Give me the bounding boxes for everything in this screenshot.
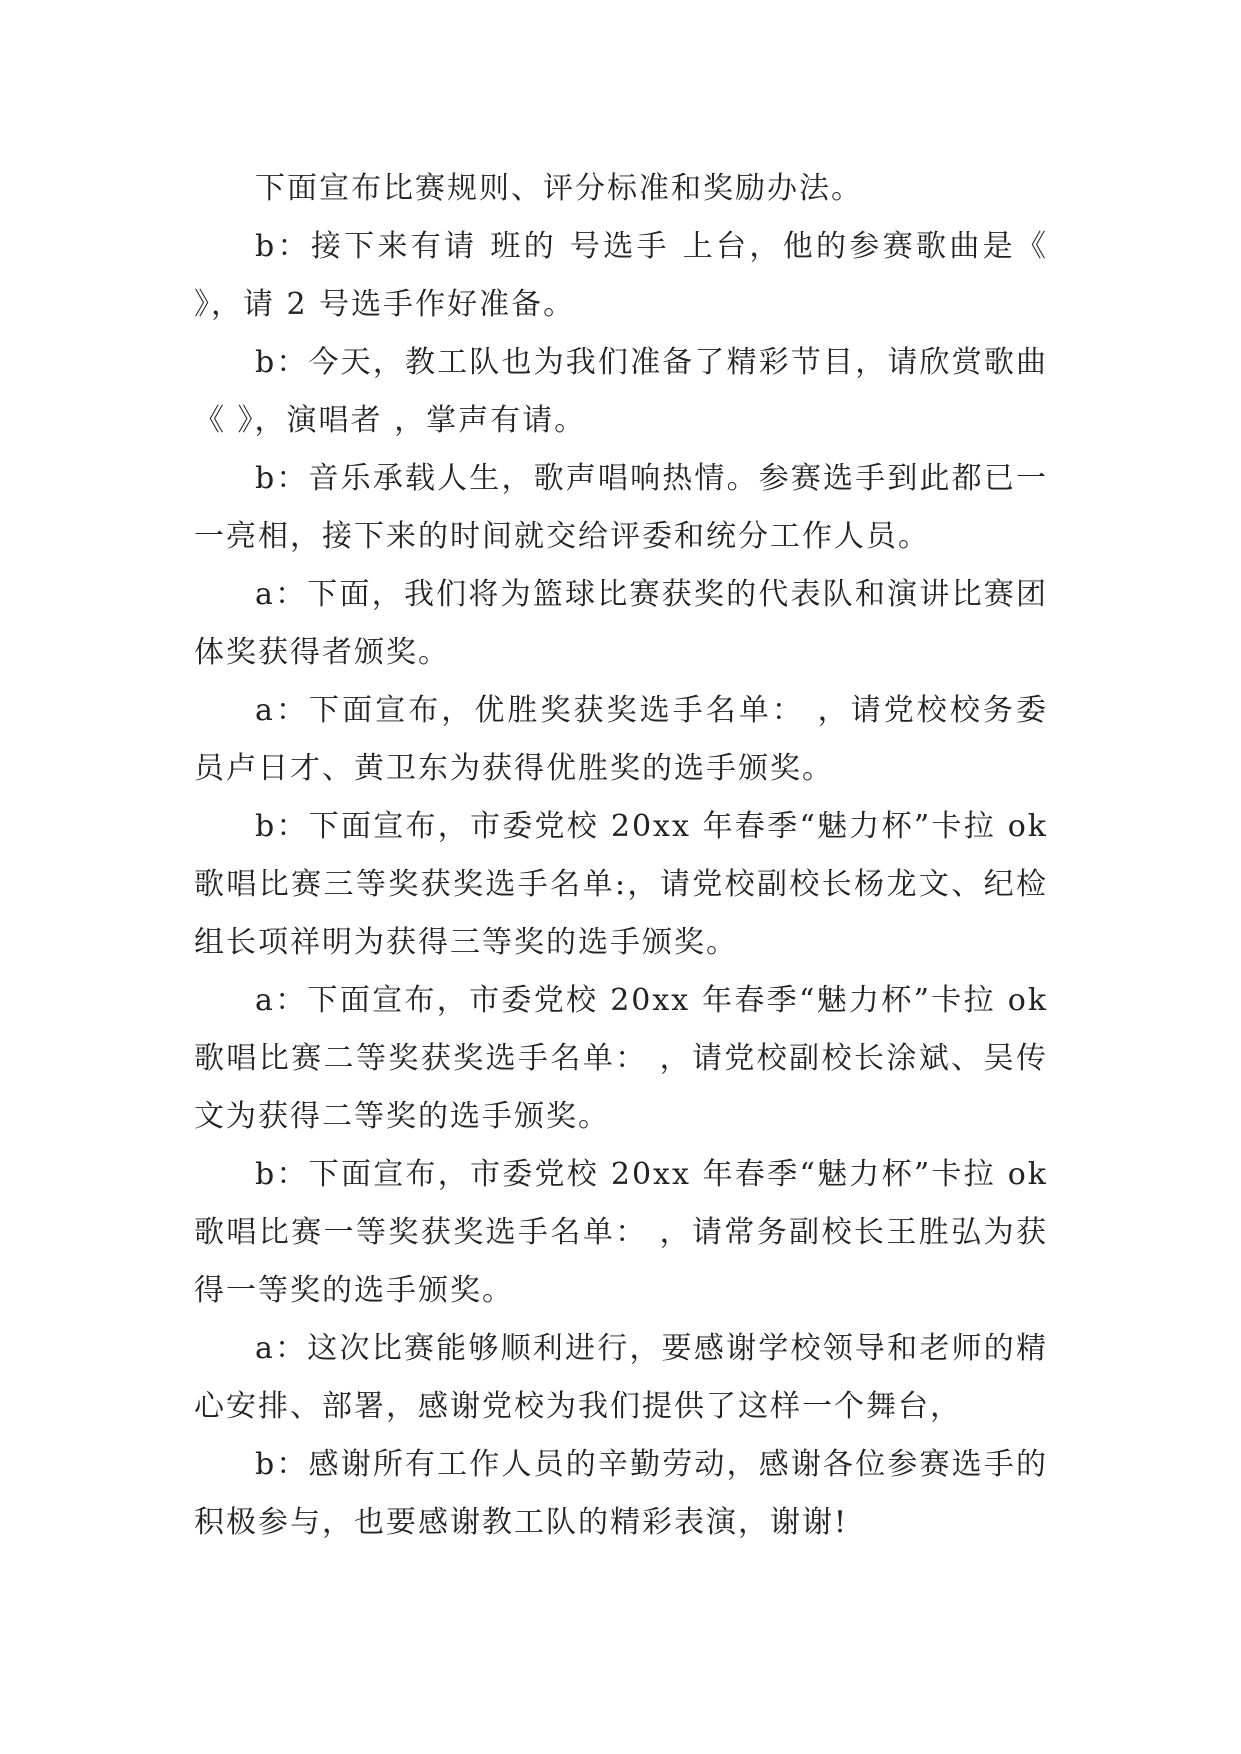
paragraph: b：接下来有请 班的 号选手 上台，他的参赛歌曲是《 》，请 2 号选手作好准备。 [194,229,1048,322]
paragraph: a：下面，我们将为篮球比赛获奖的代表队和演讲比赛团体奖获得者颁奖。 [194,577,1048,670]
document-body [194,160,1048,1552]
paragraph: b：感谢所有工作人员的辛勤劳动，感谢各位参赛选手的积极参与，也要感谢教工队的精彩表演，谢谢! [194,1447,1048,1540]
paragraph: a：下面宣布，市委党校 20xx 年春季“魅力杯”卡拉 ok 歌唱比赛二等奖获奖选手名单： ，请党校副校长涂斌、吴传文为获得二等奖的选手颁奖。 [194,983,1048,1134]
paragraph: b：音乐承载人生，歌声唱响热情。参赛选手到此都已一一亮相，接下来的时间就交给评委和统分工作人员。 [194,461,1048,554]
paragraph: b：下面宣布，市委党校 20xx 年春季“魅力杯”卡拉 ok 歌唱比赛三等奖获奖选手名单:，请党校副校长杨龙文、纪检组长项祥明为获得三等奖的选手颁奖。 [194,809,1048,960]
paragraph: a：下面宣布，优胜奖获奖选手名单： ，请党校校务委员卢日才、黄卫东为获得优胜奖的选手颁奖。 [194,693,1048,786]
paragraph: b：下面宣布，市委党校 20xx 年春季“魅力杯”卡拉 ok 歌唱比赛一等奖获奖选手名单： ，请常务副校长王胜弘为获得一等奖的选手颁奖。 [194,1157,1048,1308]
paragraph: 下面宣布比赛规则、评分标准和奖励办法。 [255,171,863,206]
paragraph: a：这次比赛能够顺利进行，要感谢学校领导和老师的精心安排、部署，感谢党校为我们提供了这样一个舞台， [194,1331,1048,1424]
paragraph: b：今天，教工队也为我们准备了精彩节目，请欣赏歌曲《 》，演唱者 ，掌声有请。 [194,345,1048,438]
